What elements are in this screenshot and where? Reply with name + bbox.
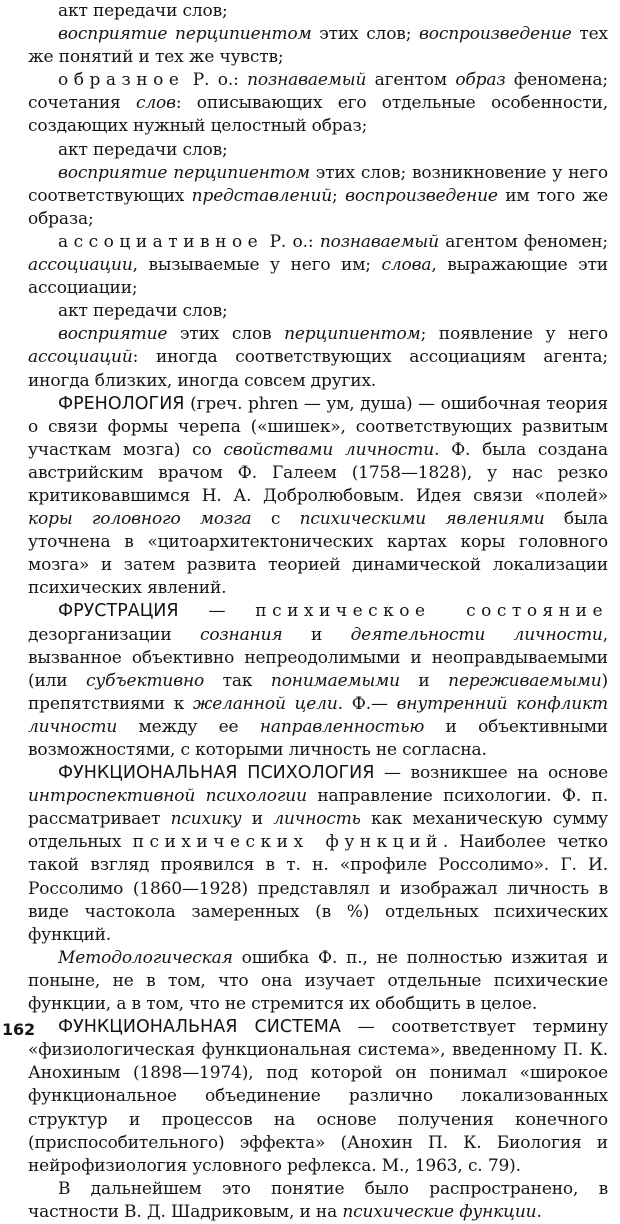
paragraph: акт передачи слов; (58, 139, 228, 160)
page-number: 162 (2, 1020, 35, 1039)
paragraph: образное Р. о.: познаваемый агентом образ феномена; сочетания слов: описывающих его отдельные особенности, создающих нужный целостный образ; (28, 70, 608, 137)
paragraph: восприятие перципиентом этих слов; возникновение у него соответствующих представлений; воспроизведение им того же образа; (28, 162, 609, 229)
paragraph: ФРУСТРАЦИЯ — психическое состояние дезорганизации сознания и деятельности личности, вызванное объективно непреодолимыми и неоправдываемыми (или субъективно так понимаемыми и переживаемыми) препятствиями к желанной цели. Ф.— внутренний конфликт личности между ее направленностью и объективными возможностями, с которыми личность не согласна. (28, 601, 608, 760)
paragraph: В дальнейшем это понятие было распространено, в частности В. Д. Шадриковым, и на психические функции. (28, 1178, 608, 1222)
paragraph: ФУНКЦИОНАЛЬНАЯ СИСТЕМА — соответствует термину «физиологическая функциональная система», введенному П. К. Анохиным (1898—1974), под которой он понимал «широкое функциональное объединение различно локализованных структур и процессов на основе получения конечного (приспособительного) эффекта» (Анохин П. К. Биология и нейрофизиология условного рефлекса. М., 1963, с. 79). (28, 1017, 608, 1176)
paragraph: акт передачи слов; (58, 301, 228, 322)
paragraph: ФРЕНОЛОГИЯ (греч. phren — ум, душа) — ошибочная теория о связи формы черепа («шишек», соответствующих развитым участкам мозга) со свойствами личности. Ф. была создана австрийским врачом Ф. Галеем (1758—1828), у нас резко критиковавшимся Н. А. Добролюбовым. Идея связи «полей» коры головного мозга с психическими явлениями была уточнена в «цитоархитектонических картах коры головного мозга» и затем развита теорией динамической локализации психических явлений. (28, 393, 609, 599)
paragraph: ФУНКЦИОНАЛЬНАЯ ПСИХОЛОГИЯ — возникшее на основе интроспективной психологии направление психологии. Ф. п. рассматривает психику и личность как механическую сумму отдельных психических функций. Наиболее четко такой взгляд проявился в т. н. «профиле Россолимо». Г. И. Россолимо (1860—1928) представлял и изображал личность в виде частокола замеренных (в %) отдельных психических функций. (28, 763, 608, 945)
paragraph: акт передачи слов; (58, 1, 228, 21)
paragraph: восприятие перципиентом этих слов; воспроизведение тех же понятий и тех же чувств; (28, 24, 608, 68)
page-text (28, 0, 608, 1224)
paragraph: восприятие этих слов перципиентом; появление у него ассоциаций: иногда соответствующих ассоциациям агента; иногда близких, иногда совсем других. (28, 324, 608, 391)
paragraph: ассоциативное Р. о.: познаваемый агентом феномен; ассоциации, вызываемые у него им; слова, выражающие эти ассоциации; (28, 231, 608, 299)
paragraph: Методологическая ошибка Ф. п., не полностью изжитая и поныне, не в том, что она изучает отдельные психические функции, а в том, что не стремится их обобщить в целое. (28, 947, 608, 1015)
